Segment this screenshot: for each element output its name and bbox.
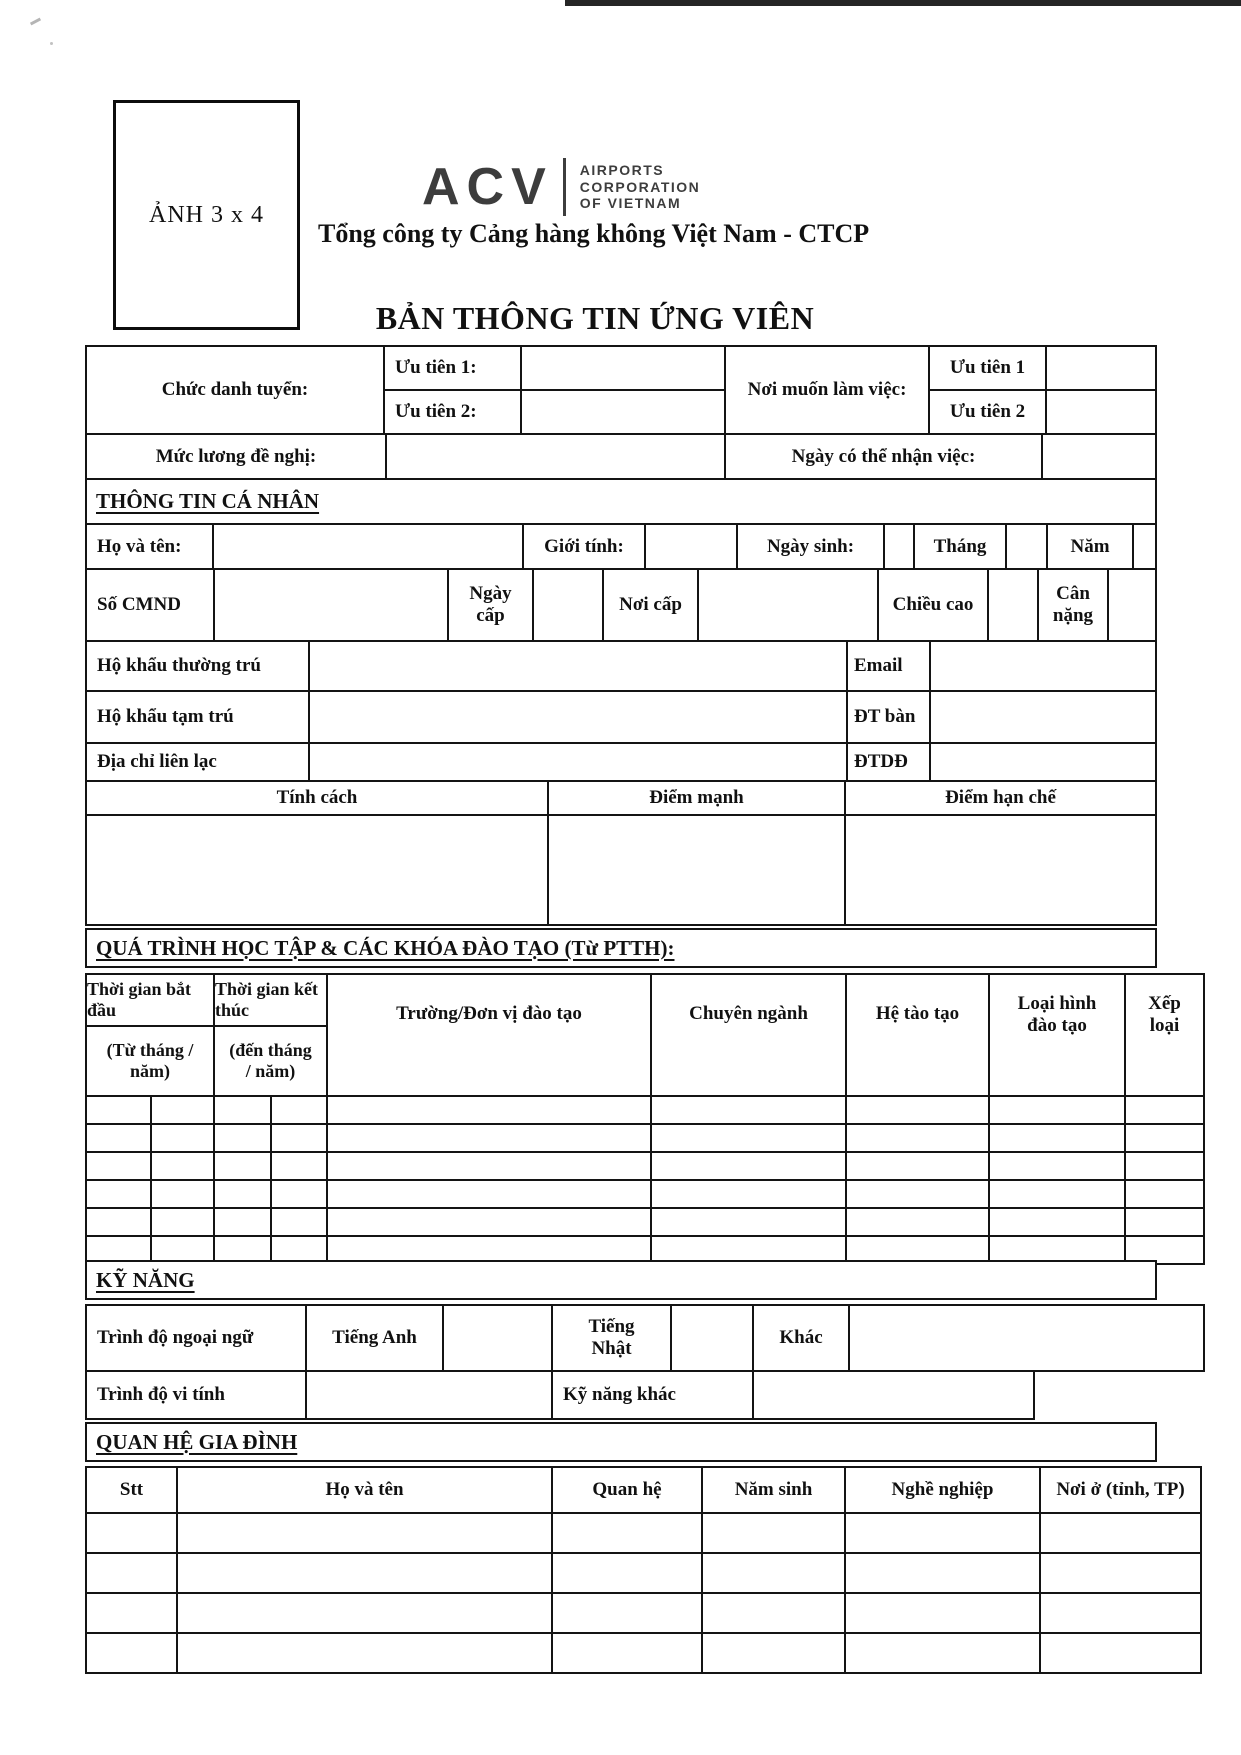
family-cell[interactable] [551, 1594, 701, 1632]
table-row [87, 433, 1155, 478]
education-cell[interactable] [1124, 1181, 1203, 1207]
scan-speck [50, 42, 53, 45]
education-cell[interactable] [213, 1153, 270, 1179]
salary-label: Mức lương đề nghị: [155, 445, 317, 467]
table-row [87, 1372, 1033, 1418]
mobile-label: ĐTDĐ [846, 744, 929, 780]
education-cell[interactable] [845, 1153, 988, 1179]
table-row [930, 389, 1155, 433]
education-cell[interactable] [650, 1181, 845, 1207]
form-title: BẢN THÔNG TIN ỨNG VIÊN [375, 300, 815, 336]
dob-year-input[interactable] [1132, 525, 1155, 568]
family-cell[interactable] [87, 1594, 176, 1632]
education-col-system: Hệ tào tạo [845, 975, 988, 1095]
family-cell[interactable] [1039, 1594, 1200, 1632]
english-label: Tiếng Anh [305, 1306, 442, 1370]
education-col-end [213, 975, 326, 1095]
family-cell[interactable] [701, 1514, 844, 1552]
education-row [87, 1207, 1203, 1235]
family-cell[interactable] [701, 1634, 844, 1672]
education-cell[interactable] [326, 1181, 650, 1207]
email-input[interactable] [929, 642, 1155, 690]
japanese-input[interactable] [670, 1306, 752, 1370]
family-cell[interactable] [176, 1594, 551, 1632]
table-row [385, 347, 724, 389]
education-cell[interactable] [650, 1153, 845, 1179]
education-cell[interactable] [326, 1209, 650, 1235]
table-row [87, 780, 1155, 814]
education-cell[interactable] [270, 1125, 326, 1151]
email-label: Email [846, 642, 929, 690]
section-skills [85, 1260, 1157, 1300]
mobile-input[interactable] [929, 744, 1155, 780]
table-row [87, 690, 1155, 742]
section-family [85, 1422, 1157, 1462]
position-title-label: Chức danh tuyển: [161, 379, 309, 401]
education-cell[interactable] [150, 1097, 213, 1123]
dob-day-input[interactable] [883, 525, 913, 568]
education-row [87, 1151, 1203, 1179]
education-cell[interactable] [326, 1097, 650, 1123]
computer-level-input[interactable] [305, 1372, 551, 1418]
salary-input[interactable] [385, 435, 724, 478]
education-cell[interactable] [988, 1181, 1124, 1207]
position-priorities-block [383, 347, 724, 433]
table-row [87, 1306, 1203, 1370]
education-cell[interactable] [650, 1097, 845, 1123]
workplace-priority2-input[interactable] [1045, 391, 1155, 433]
acv-logo [422, 158, 700, 216]
other-skills-label: Kỹ năng khác [551, 1372, 752, 1418]
scan-edge-artifact [565, 0, 1241, 6]
family-col-stt: Stt [119, 1479, 144, 1501]
education-cell[interactable] [988, 1097, 1124, 1123]
logo-caption [580, 162, 700, 212]
dob-month-input[interactable] [1005, 525, 1046, 568]
education-cell[interactable] [270, 1209, 326, 1235]
personal-info-table [85, 345, 1157, 926]
family-cell[interactable] [844, 1634, 1039, 1672]
logo-caption-line: CORPORATION [579, 178, 701, 195]
family-col-name: Họ và tên [176, 1468, 551, 1512]
section-education [85, 928, 1157, 968]
id-issue-date-label: Ngày cấp [447, 570, 532, 640]
dob-month-label: Tháng [913, 525, 1005, 568]
education-col-start [87, 975, 213, 1095]
temporary-address-input[interactable] [308, 692, 846, 742]
family-cell[interactable] [844, 1554, 1039, 1592]
education-cell[interactable] [650, 1125, 845, 1151]
id-issue-place-label: Nơi cấp [602, 570, 697, 640]
family-cell[interactable] [87, 1554, 176, 1592]
height-label: Chiều cao [877, 570, 987, 640]
weaknesses-header: Điểm hạn chế [844, 782, 1155, 814]
education-cell[interactable] [650, 1209, 845, 1235]
education-col-end-label: Thời gian kết thúc [215, 979, 318, 1020]
education-cell[interactable] [87, 1209, 150, 1235]
family-cell[interactable] [844, 1594, 1039, 1632]
gender-label: Giới tính: [522, 525, 644, 568]
education-cell[interactable] [87, 1153, 150, 1179]
table-row [87, 568, 1155, 640]
education-cell[interactable] [845, 1209, 988, 1235]
workplace-label: Nơi muốn làm việc: [724, 347, 928, 433]
section-education-title: QUÁ TRÌNH HỌC TẬP & CÁC KHÓA ĐÀO TẠO (Từ PTTH): [96, 935, 675, 960]
permanent-address-label: Hộ khẩu thường trú [97, 655, 261, 677]
education-row [87, 1235, 1203, 1263]
education-col-type: Loại hình đào tạo [988, 975, 1124, 1095]
strengths-header: Điểm mạnh [547, 782, 844, 814]
id-issue-date-input[interactable] [532, 570, 602, 640]
family-cell[interactable] [1039, 1554, 1200, 1592]
height-input[interactable] [987, 570, 1037, 640]
education-cell[interactable] [87, 1097, 150, 1123]
name-label: Họ và tên: [97, 535, 182, 557]
education-col-start-label: Thời gian bắt đầu [87, 979, 192, 1020]
education-cell[interactable] [150, 1125, 213, 1151]
other-language-input[interactable] [848, 1306, 1203, 1370]
family-row [87, 1512, 1200, 1552]
photo-placeholder-label: ẢNH 3 x 4 [149, 201, 264, 228]
education-cell[interactable] [1124, 1153, 1203, 1179]
section-personal-info-title: THÔNG TIN CÁ NHÂN [96, 489, 320, 513]
education-cell[interactable] [845, 1125, 988, 1151]
weaknesses-input[interactable] [844, 816, 1155, 924]
workplace-priority1-input[interactable] [1045, 347, 1155, 389]
family-cell[interactable] [701, 1554, 844, 1592]
family-row [87, 1552, 1200, 1592]
family-header-row [87, 1468, 1200, 1512]
family-cell[interactable] [87, 1514, 176, 1552]
computer-level-label: Trình độ vi tính [97, 1384, 225, 1406]
family-col-relation: Quan hệ [551, 1468, 701, 1512]
education-cell[interactable] [213, 1209, 270, 1235]
education-cell[interactable] [988, 1125, 1124, 1151]
id-number-label: Số CMND [97, 594, 181, 616]
other-language-label: Khác [752, 1306, 848, 1370]
language-level-label: Trình độ ngoại ngữ [97, 1327, 254, 1349]
education-cell[interactable] [213, 1181, 270, 1207]
strengths-input[interactable] [547, 816, 844, 924]
section-family-title: QUAN HỆ GIA ĐÌNH [96, 1429, 298, 1454]
education-cell[interactable] [845, 1181, 988, 1207]
education-col-school: Trường/Đơn vị đào tạo [326, 975, 650, 1095]
logo-divider [563, 158, 566, 216]
permanent-address-input[interactable] [308, 642, 846, 690]
education-col-grade: Xếp loại [1124, 975, 1203, 1095]
education-cell[interactable] [1124, 1209, 1203, 1235]
family-cell[interactable] [1039, 1514, 1200, 1552]
family-col-birth-year: Năm sinh [701, 1468, 844, 1512]
family-col-occupation: Nghề nghiệp [844, 1468, 1039, 1512]
education-cell[interactable] [845, 1097, 988, 1123]
temporary-address-label: Hộ khẩu tạm trú [97, 706, 234, 728]
table-row [87, 814, 1155, 924]
table-row [385, 389, 724, 433]
education-cell[interactable] [988, 1209, 1124, 1235]
start-date-input[interactable] [1041, 435, 1155, 478]
workplace-priority2-label: Ưu tiên 2 [949, 401, 1026, 423]
name-input[interactable] [212, 525, 522, 568]
japanese-label: Tiếng Nhật [551, 1306, 670, 1370]
skills-language-table [85, 1304, 1205, 1372]
personality-header: Tính cách [276, 787, 358, 809]
id-issue-place-input[interactable] [697, 570, 877, 640]
education-cell[interactable] [150, 1153, 213, 1179]
weight-input[interactable] [1107, 570, 1155, 640]
family-cell[interactable] [176, 1554, 551, 1592]
family-cell[interactable] [551, 1554, 701, 1592]
table-row [87, 742, 1155, 780]
company-name: Tổng công ty Cảng hàng không Việt Nam - CTCP [318, 219, 870, 248]
family-cell[interactable] [87, 1634, 176, 1672]
education-cell[interactable] [326, 1153, 650, 1179]
education-cell[interactable] [270, 1097, 326, 1123]
table-row [87, 640, 1155, 690]
education-col-major: Chuyên ngành [650, 975, 845, 1095]
education-cell[interactable] [87, 1125, 150, 1151]
gender-input[interactable] [644, 525, 736, 568]
education-cell[interactable] [326, 1125, 650, 1151]
dob-day-label: Ngày sinh: [736, 525, 883, 568]
education-row [87, 1095, 1203, 1123]
dob-year-label: Năm [1046, 525, 1132, 568]
education-cell[interactable] [1124, 1097, 1203, 1123]
scan-speck [30, 18, 41, 26]
workplace-priority1-label: Ưu tiên 1 [949, 357, 1026, 379]
family-row [87, 1592, 1200, 1632]
skills-computer-table [85, 1370, 1035, 1420]
family-row [87, 1632, 1200, 1672]
workplace-priorities-block [928, 347, 1155, 433]
table-row [87, 347, 1155, 433]
education-cell[interactable] [270, 1181, 326, 1207]
education-header-row [87, 975, 1203, 1095]
family-cell[interactable] [551, 1514, 701, 1552]
family-cell[interactable] [176, 1514, 551, 1552]
education-cell[interactable] [988, 1153, 1124, 1179]
position-priority1-input[interactable] [520, 347, 724, 389]
education-table [85, 973, 1205, 1265]
family-cell[interactable] [176, 1634, 551, 1672]
table-row [87, 523, 1155, 568]
family-cell[interactable] [844, 1514, 1039, 1552]
family-cell[interactable] [551, 1634, 701, 1672]
education-cell[interactable] [150, 1181, 213, 1207]
education-cell[interactable] [150, 1209, 213, 1235]
family-col-residence: Nơi ở (tỉnh, TP) [1039, 1468, 1200, 1512]
contact-address-label: Địa chỉ liên lạc [97, 751, 217, 773]
family-cell[interactable] [701, 1594, 844, 1632]
logo-caption-line: AIRPORTS [579, 161, 665, 178]
english-input[interactable] [442, 1306, 551, 1370]
education-col-start-sub: (Từ tháng / năm) [87, 1025, 213, 1095]
position-priority1-label: Ưu tiên 1: [395, 357, 477, 379]
education-row [87, 1179, 1203, 1207]
start-date-label: Ngày có thể nhận việc: [724, 435, 1041, 478]
position-priority2-input[interactable] [520, 391, 724, 433]
landline-label: ĐT bàn [846, 692, 929, 742]
id-number-input[interactable] [213, 570, 447, 640]
education-cell[interactable] [270, 1153, 326, 1179]
landline-input[interactable] [929, 692, 1155, 742]
family-cell[interactable] [1039, 1634, 1200, 1672]
section-skills-title: KỸ NĂNG [96, 1267, 195, 1292]
logo-caption-line: OF VIETNAM [579, 195, 682, 212]
family-table [85, 1466, 1202, 1674]
education-cell[interactable] [87, 1181, 150, 1207]
weight-label: Cân nặng [1037, 570, 1107, 640]
other-skills-input[interactable] [752, 1372, 1033, 1418]
position-priority2-label: Ưu tiên 2: [395, 401, 477, 423]
education-cell[interactable] [213, 1097, 270, 1123]
contact-address-input[interactable] [308, 744, 846, 780]
education-cell[interactable] [213, 1125, 270, 1151]
acv-logo-text: ACV [422, 158, 553, 216]
photo-placeholder-box [113, 100, 300, 330]
education-cell[interactable] [1124, 1125, 1203, 1151]
section-personal-info [87, 478, 1155, 523]
personality-input[interactable] [87, 816, 547, 924]
table-row [930, 347, 1155, 389]
education-col-end-sub: (đến tháng / năm) [215, 1025, 326, 1095]
education-row [87, 1123, 1203, 1151]
